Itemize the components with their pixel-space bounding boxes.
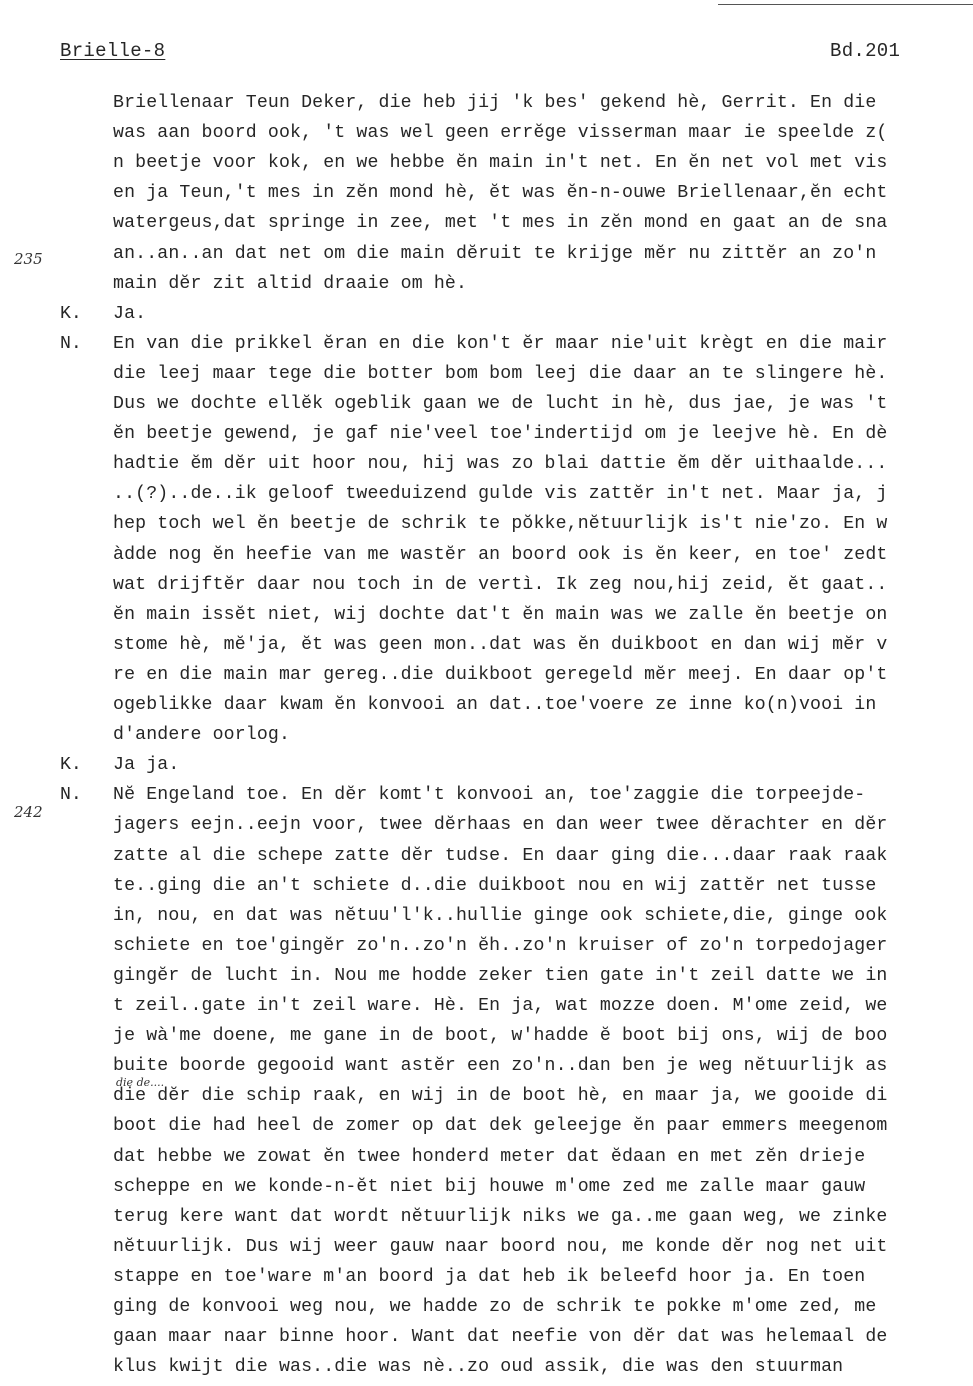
speaker-label: K.	[60, 755, 82, 775]
transcript-line: ..(?)..de..ik geloof tweeduizend gulde vis zattĕr in't net. Maar ja, j	[113, 484, 888, 504]
transcript-line: an..an..an dat net om die main dĕruit te krijge mĕr nu zittĕr an zo'n	[113, 244, 877, 264]
transcript-line: buite boorde gegooid want astĕr een zo'n..dan ben je weg nĕtuurlijk as	[113, 1056, 888, 1076]
transcript-line: ĕn beetje gewend, je gaf nie'veel toe'indertijd om je leejve hè. En dè	[113, 424, 888, 444]
transcript-line: Dus we dochte ellĕk ogeblik gaan we de lucht in hè, dus jae, je was 't	[113, 394, 888, 414]
transcript-line: die dĕr die schip raak, en wij in de boot hè, en maar ja, we gooide di	[113, 1086, 888, 1106]
transcript-line: scheppe en we konde-n-ĕt niet bij houwe m'ome zed me zalle maar gauw	[113, 1177, 866, 1197]
transcript-line: in, nou, en dat was nĕtuu'l'k..hullie ginge ook schiete,die, ginge ook	[113, 906, 888, 926]
transcript-line: n beetje voor kok, en we hebbe ĕn main in't net. En ĕn net vol met vis	[113, 153, 888, 173]
transcript-line: gingĕr de lucht in. Nou me hodde zeker tien gate in't zeil datte we in	[113, 966, 888, 986]
margin-number: 235	[14, 250, 43, 268]
transcript-line: hadtie ĕm dĕr uit hoor nou, hij was zo blai dattie ĕm dĕr uithaalde...	[113, 454, 888, 474]
transcript-line: wat drijftĕr daar nou toch in de vertì. Ik zeg nou,hij zeid, ĕt gaat..	[113, 575, 888, 595]
speaker-label: K.	[60, 304, 82, 324]
transcript-line: terug kere want dat wordt nĕtuurlijk niks we ga..me gaan weg, we zinke	[113, 1207, 888, 1227]
transcript-line: je wà'me doene, me gane in de boot, w'hadde ĕ boot bij ons, wij de boo	[113, 1026, 888, 1046]
transcript-line: zatte al die schepe zatte dĕr tudse. En daar ging die...daar raak raak	[113, 846, 888, 866]
transcript-line: stome hè, mĕ'ja, ĕt was geen mon..dat was ĕn duikboot en dan wij mĕr v	[113, 635, 888, 655]
transcript-line: gaan maar naar binne hoor. Want dat neefie von dĕr dat was helemaal de	[113, 1327, 888, 1347]
transcript-line: nĕtuurlijk. Dus wij weer gauw naar boord nou, me konde dĕr nog net uit	[113, 1237, 888, 1257]
transcript-line: was aan boord ook, 't was wel geen errĕge visserman maar ie speelde z(	[113, 123, 888, 143]
transcript-line: En van die prikkel ĕran en die kon't ĕr maar nie'uit krègt en die mair	[113, 334, 888, 354]
transcript-line: dat hebbe we zowat ĕn twee honderd meter dat ĕdaan en met zĕn drieje	[113, 1147, 866, 1167]
transcript-line: d'andere oorlog.	[113, 725, 291, 745]
transcript-line: Ja.	[113, 304, 147, 324]
speaker-label: N.	[60, 334, 82, 354]
transcript-line: watergeus,dat springe in zee, met 't mes in zĕn mond en gaat an de sna	[113, 213, 888, 233]
transcript-line: schiete en toe'gingĕr zo'n..zo'n ĕh..zo'n kruiser of zo'n torpedojager	[113, 936, 888, 956]
transcript-line: hep toch wel ĕn beetje de schrik te pŏkke,nĕtuurlijk is't nie'zo. En w	[113, 514, 888, 534]
transcript-line: ĕn main issĕt niet, wij dochte dat't ĕn main was we zalle ĕn beetje on	[113, 605, 888, 625]
transcript-line: stappe en toe'ware m'an boord ja dat heb ik beleefd hoor ja. En toen	[113, 1267, 866, 1287]
margin-number: 242	[14, 803, 43, 821]
transcript-line: ogeblikke daar kwam ĕn konvooi an dat..toe'voere ze inne ko(n)vooi in	[113, 695, 877, 715]
handwritten-note: die de....	[116, 1076, 165, 1089]
transcript-line: t zeil..gate in't zeil ware. Hè. En ja, wat mozze doen. M'ome zeid, we	[113, 996, 888, 1016]
header-title: Brielle-8	[60, 40, 166, 62]
transcript-line: Briellenaar Teun Deker, die heb jij 'k bes' gekend hè, Gerrit. En die	[113, 93, 877, 113]
transcript-line: die leej maar tege die botter bom bom leej die daar an te slingere hè.	[113, 364, 888, 384]
transcript-line: ging de konvooi weg nou, we hadde zo de schrik te pokke m'ome zed, me	[113, 1297, 877, 1317]
transcript-line: Ja ja.	[113, 755, 180, 775]
transcript-line: main dĕr zit altid draaie om hè.	[113, 274, 468, 294]
transcript-line: en ja Teun,'t mes in zĕn mond hè, ĕt was ĕn-n-ouwe Briellenaar,ĕn echt	[113, 183, 888, 203]
transcript-line: àdde nog ĕn heefie van me wastĕr an boord ook is ĕn keer, en toe' zedt	[113, 545, 888, 565]
transcript-line: boot die had heel de zomer op dat dek geleejge ĕn paar emmers meegenom	[113, 1116, 888, 1136]
header-page-number: Bd.201	[830, 40, 901, 62]
transcript-line: re en die main mar gereg..die duikboot geregeld mĕr meej. En daar op't	[113, 665, 888, 685]
transcript-line: Nĕ Engeland toe. En dĕr komt't konvooi an, toe'zaggie die torpeejde-	[113, 785, 866, 805]
top-rule	[718, 4, 973, 5]
transcript-line: klus kwijt die was..die was nè..zo oud assik, die was den stuurman	[113, 1357, 844, 1377]
transcript-line: te..ging die an't schiete d..die duikboot nou en wij zattĕr net tusse	[113, 876, 877, 896]
speaker-label: N.	[60, 785, 82, 805]
transcript-line: jagers eejn..eejn voor, twee dĕrhaas en dan weer twee dĕrachter en dĕr	[113, 815, 888, 835]
